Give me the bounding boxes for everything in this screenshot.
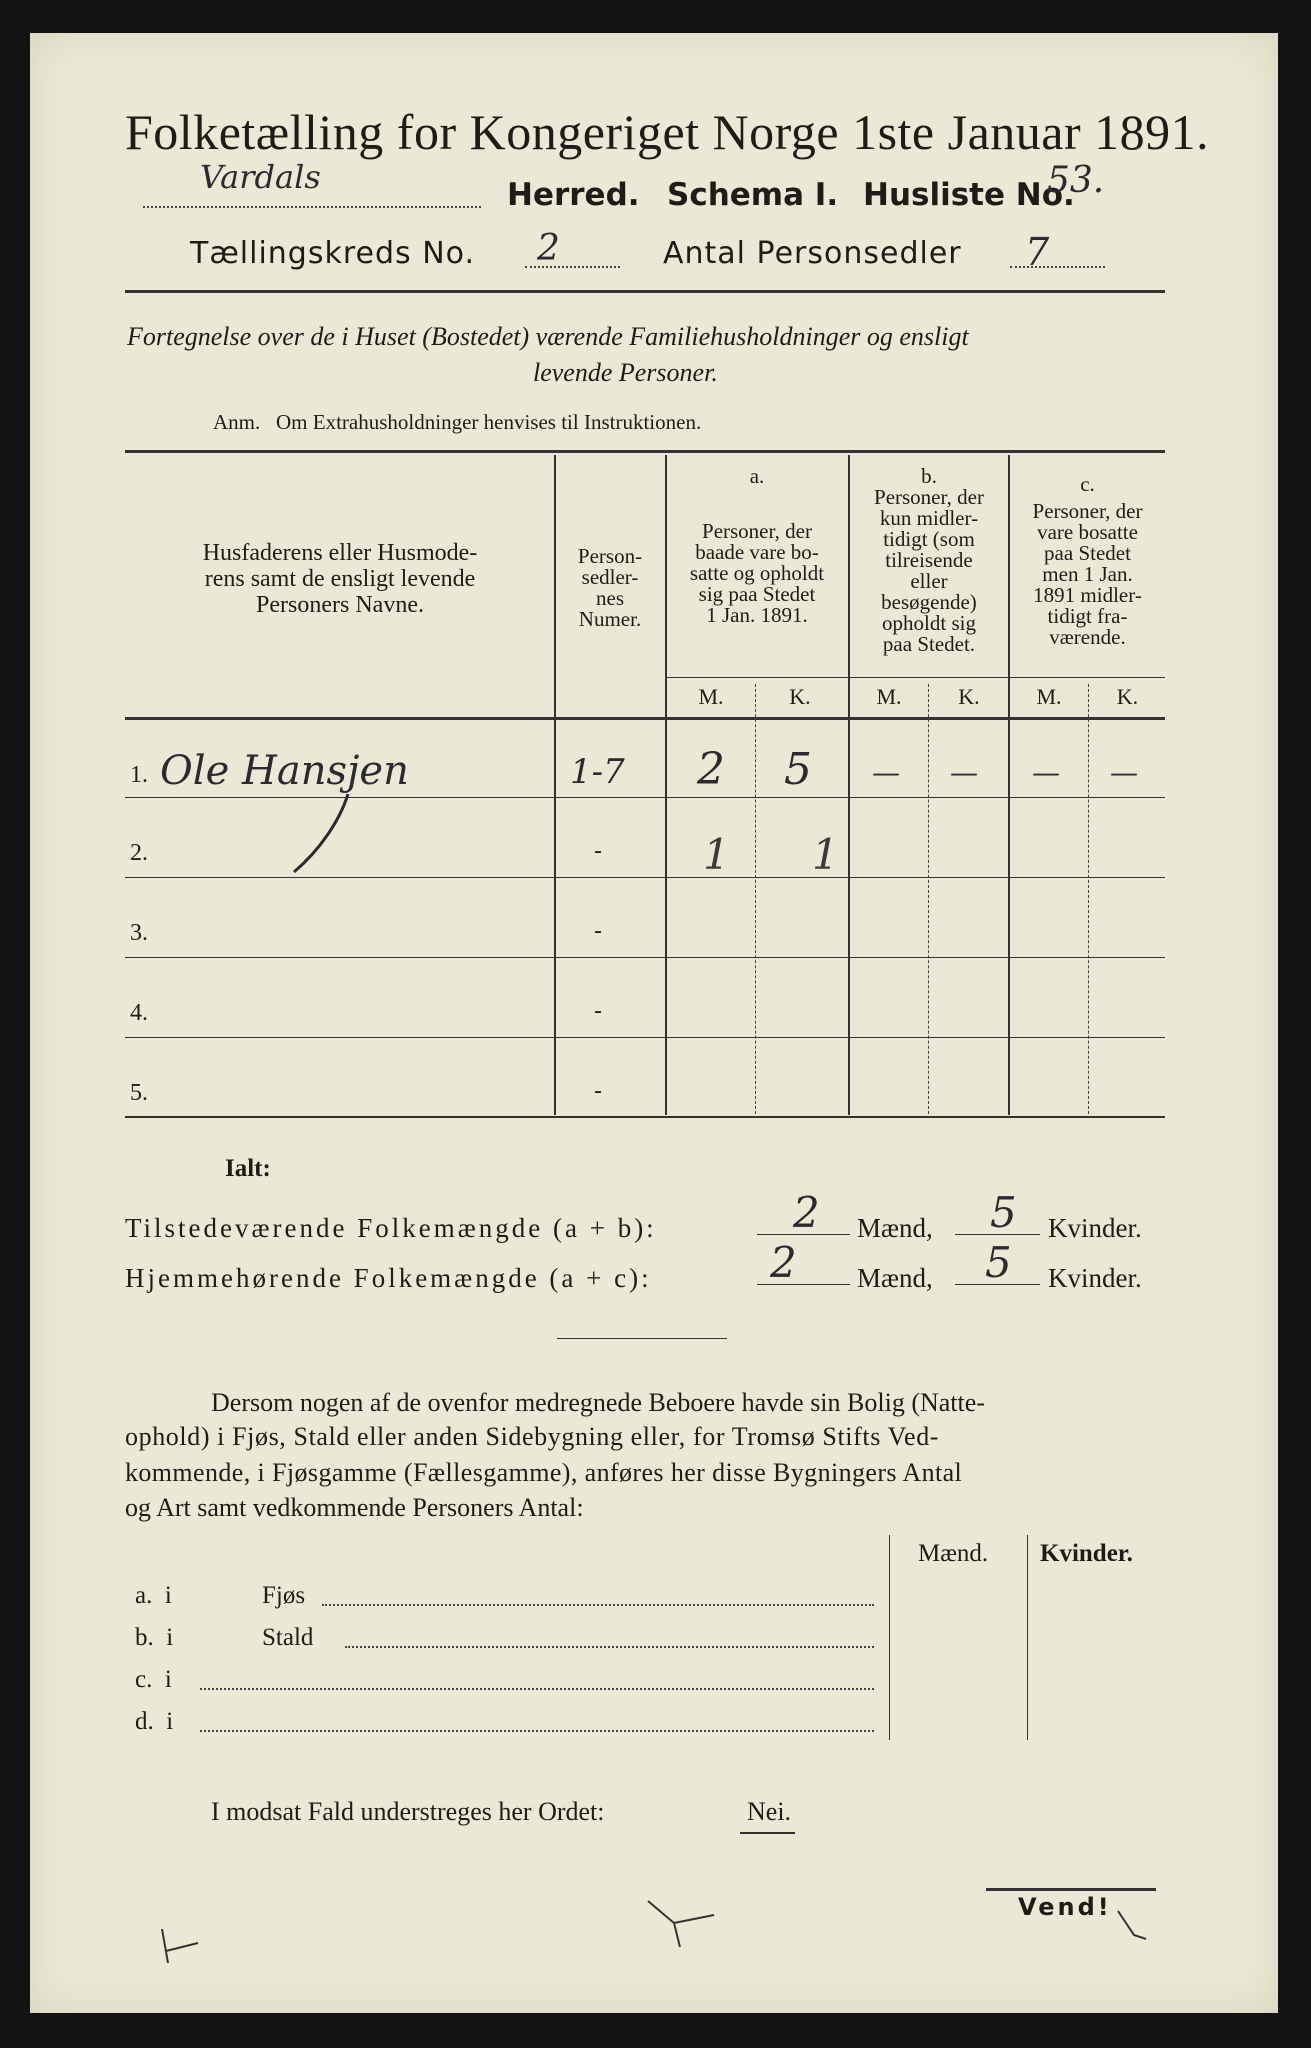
col-a-line: 1 Jan. 1891. (706, 603, 808, 627)
building-dotted-line (322, 1604, 874, 1606)
building-row-label: a. i (135, 1582, 172, 1609)
husliste-value: 53. (1047, 160, 1105, 201)
b-men-value: — (872, 756, 900, 789)
col-b-line: opholdt sig (882, 611, 976, 635)
present-women-value: 5 (990, 1188, 1017, 1237)
form-title: Folketælling for Kongeriget Norge 1ste Januar 1891. (125, 104, 1210, 160)
col-a-line: baade vare bo- (695, 540, 819, 564)
kreds-label: Tællingskreds No. (190, 236, 475, 271)
b-m-head: M. (876, 684, 902, 709)
a-women-value: 1 (812, 830, 839, 879)
col-a-letter: a. (749, 464, 765, 488)
vend-rule (986, 1888, 1156, 1891)
col-b-line: eller (910, 569, 948, 593)
a-k-head: K. (789, 684, 811, 709)
col-c-line: tidigt fra- (1047, 604, 1128, 628)
resident-women-value: 5 (985, 1238, 1012, 1287)
b-k-head: K. (958, 684, 980, 709)
col-head-c (1010, 474, 1165, 648)
kvinder-label: Kvinder. (1048, 1213, 1142, 1243)
sedler-number: - (594, 918, 602, 944)
margin-mark (1110, 1905, 1160, 1955)
col-c-line: Personer, der (1032, 499, 1143, 523)
col-b-line: besøgende) (881, 590, 977, 614)
col-b-letter: b. (921, 464, 937, 488)
col-head-b (850, 466, 1008, 655)
margin-mark (640, 1895, 730, 1955)
buildings-text-3: kommende, i Fjøsgamme (Fællesgamme), anføres her disse Bygningers Antal (125, 1458, 963, 1487)
maend-label: Mænd, (857, 1263, 933, 1293)
col-c-line: værende. (1049, 625, 1126, 649)
buildings-text-1: Dersom nogen af de ovenfor medregnede Beboere havde sin Bolig (Natte- (211, 1388, 985, 1417)
antal-label: Antal Personsedler (663, 236, 962, 271)
bk-divider (928, 684, 929, 1114)
col-a-line: satte og opholdt (689, 561, 825, 585)
buildings-divider-1 (889, 1535, 890, 1740)
col-a-line: sig paa Stedet (698, 582, 816, 606)
col-b-line: tidigt (som (883, 527, 975, 551)
intro-line-1: Fortegnelse over de i Huset (Bostedet) værende Familiehusholdninger og ensligt (127, 322, 969, 351)
c-women-value: — (1110, 756, 1138, 789)
a-women-value: 5 (784, 744, 812, 795)
buildings-divider-2 (1027, 1535, 1028, 1740)
building-row-item: Stald (262, 1624, 314, 1651)
col-head-num-line: sedler- (581, 565, 639, 589)
row-number: 1. (130, 762, 148, 788)
maend-label: Mænd, (857, 1213, 933, 1243)
col-c-letter: c. (1080, 472, 1095, 496)
herred-label: Herred. (507, 177, 640, 213)
buildings-women-head: Kvinder. (1040, 1540, 1133, 1567)
herred-value: Vardals (200, 158, 321, 196)
present-population-label: Tilstedeværende Folkemængde (a + b): (125, 1213, 657, 1243)
antal-value: 7 (1025, 230, 1050, 274)
anm-note: Anm. Om Extrahusholdninger henvises til Instruktionen. (213, 410, 702, 434)
buildings-men-head: Mænd. (918, 1540, 989, 1567)
col-head-name-line: Husfaderens eller Husmode- (202, 540, 478, 566)
b-women-value: — (950, 756, 978, 789)
col-b-line: Personer, der (874, 485, 984, 509)
building-row-label: d. i (135, 1708, 174, 1735)
col-head-num-line: Numer. (578, 607, 642, 631)
building-row-item: Fjøs (262, 1582, 306, 1609)
c-m-head: M. (1036, 684, 1062, 709)
row-number: 3. (130, 920, 148, 946)
kreds-value: 2 (537, 228, 560, 269)
building-row-label: c. i (135, 1666, 172, 1693)
ialt-label: Ialt: (225, 1155, 271, 1182)
col-head-num-line: nes (596, 586, 624, 610)
kvinder-label: Kvinder. (1048, 1263, 1142, 1293)
sedler-number: - (594, 998, 602, 1024)
nei-underline (740, 1832, 795, 1834)
c-k-head: K. (1116, 684, 1139, 709)
c-men-value: — (1032, 756, 1060, 789)
a-men-value: 2 (697, 744, 725, 795)
row-number: 2. (130, 840, 148, 866)
householder-name: Ole Hansjen (160, 748, 409, 794)
modsat-text: I modsat Fald understreges her Ordet: (211, 1797, 605, 1826)
sedler-number: - (594, 1078, 602, 1104)
table-top-rule (125, 450, 1165, 453)
resident-men-value: 2 (770, 1238, 797, 1287)
col-b-line: kun midler- (879, 506, 979, 530)
husliste-label: Husliste No. (863, 177, 1075, 213)
col-head-a (667, 466, 847, 626)
table-bottom-rule (125, 1116, 1165, 1118)
header-rule (125, 290, 1165, 293)
col-b-line: paa Stedet. (882, 632, 976, 656)
section-separator (557, 1338, 727, 1339)
col-head-num (557, 546, 663, 630)
margin-mark (150, 1925, 210, 1975)
ak-divider (755, 684, 756, 1114)
vend-label: Vend! (1018, 1893, 1112, 1921)
row-number: 4. (130, 1000, 148, 1026)
row-rule (125, 1037, 1165, 1038)
building-dotted-line (200, 1730, 874, 1732)
col-head-num-line: Person- (577, 544, 643, 568)
herred-dotted-line (143, 206, 481, 208)
sedler-number: 1-7 (570, 752, 625, 792)
present-men-value: 2 (793, 1188, 820, 1237)
name-flourish (280, 790, 360, 880)
buildings-text-2-span: ophold) i Fjøs, Stald eller anden Sidebygning eller, for Tromsø Stifts Ved- (125, 1422, 940, 1451)
building-dotted-line (345, 1646, 874, 1648)
col-c-line: 1891 midler- (1033, 583, 1142, 607)
schema-label: Schema I. (667, 177, 839, 213)
a-men-value: 1 (703, 830, 730, 879)
col-c-line: vare bosatte (1037, 520, 1138, 544)
col-head-name (130, 540, 550, 618)
row-rule (125, 957, 1165, 958)
col-head-name-line: rens samt de ensligt levende (204, 566, 476, 592)
resident-population-label: Hjemmehørende Folkemængde (a + c): (125, 1263, 652, 1293)
sedler-number: - (594, 838, 602, 864)
ck-divider (1088, 684, 1089, 1114)
col-c-line: paa Stedet (1044, 541, 1131, 565)
col-a-line: Personer, der (702, 519, 812, 543)
col-b-line: tilreisende (885, 548, 973, 572)
building-dotted-line (200, 1688, 874, 1690)
building-row-label: b. i (135, 1624, 174, 1651)
mk-subhead-rule (665, 677, 1165, 678)
a-m-head: M. (698, 684, 724, 709)
nei-word: Nei. (747, 1797, 792, 1826)
antal-dotted-line (1010, 266, 1105, 268)
row-number: 5. (130, 1080, 148, 1106)
kreds-dotted-line (525, 266, 620, 268)
col-head-name-line: Personers Navne. (256, 592, 424, 618)
buildings-text-4: og Art samt vedkommende Personers Antal: (125, 1493, 584, 1522)
col-c-line: men 1 Jan. (1042, 562, 1133, 586)
buildings-text-2 (125, 1422, 939, 1452)
col-divider-1 (554, 455, 556, 1115)
intro-line-2: levende Personer. (533, 358, 718, 387)
